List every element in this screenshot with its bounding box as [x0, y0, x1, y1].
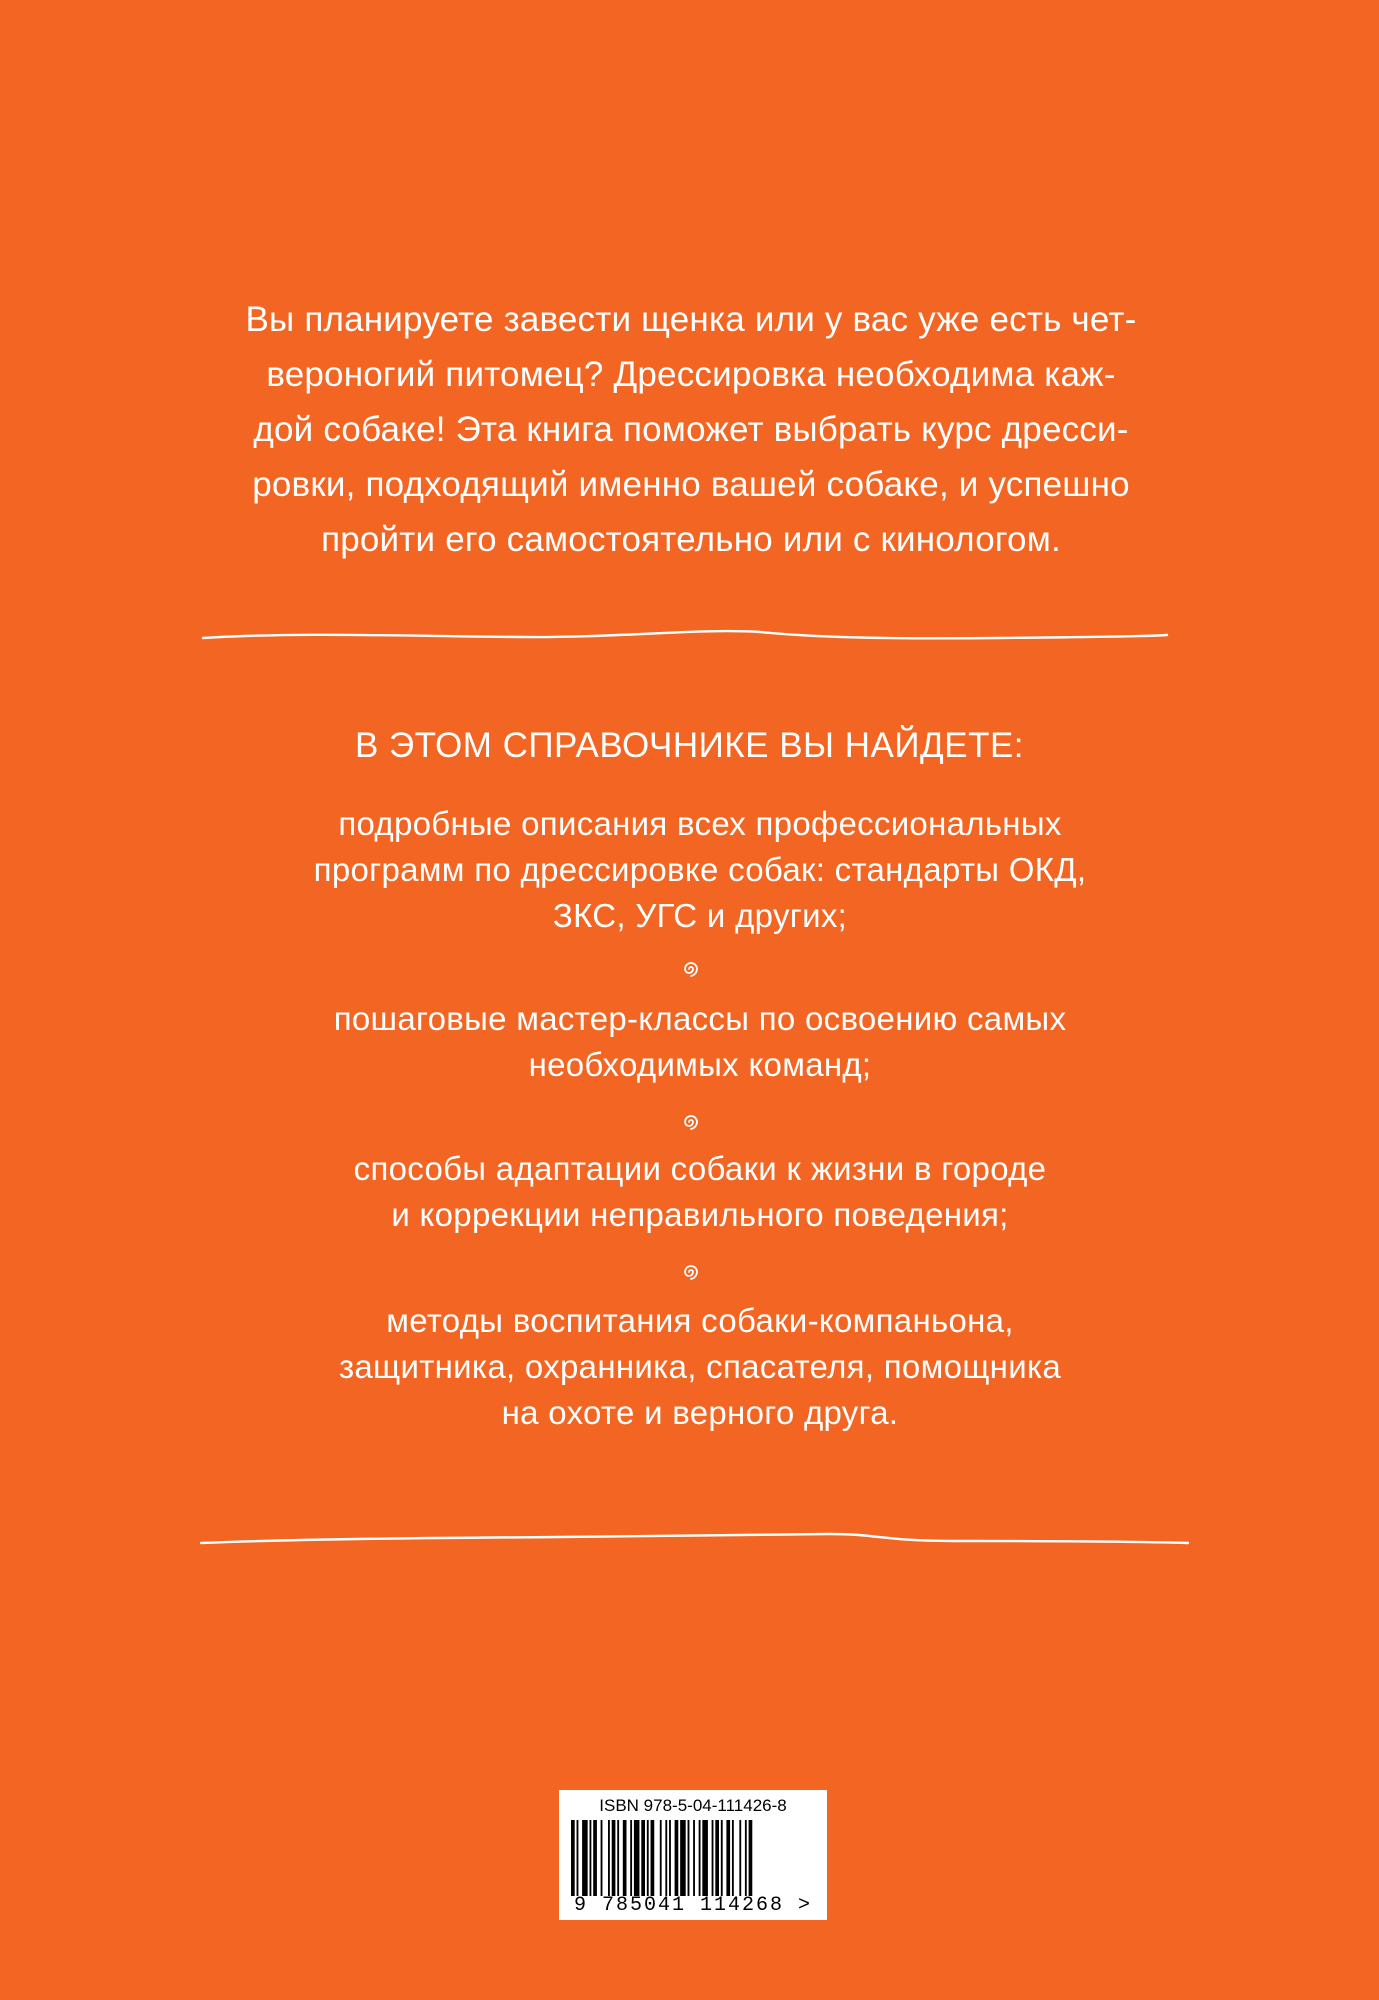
list-item-line: способы адаптации собаки к жизни в городе — [353, 1150, 1047, 1187]
barcode-bar — [651, 1820, 655, 1896]
list-item-line: на охоте и верного друга. — [501, 1394, 899, 1431]
list-item — [200, 996, 1200, 1088]
barcode-bar — [726, 1820, 730, 1896]
list-item — [200, 801, 1200, 939]
barcode-bar — [669, 1820, 671, 1896]
intro-line: пройти его самостоятельно или с кинологом. — [321, 520, 1061, 559]
intro-line: ровки, подходящий именно вашей собаке, и успешно — [252, 465, 1130, 504]
barcode-bar — [665, 1820, 667, 1896]
barcode-bar — [715, 1820, 719, 1896]
barcode-bar — [617, 1820, 619, 1896]
barcode-bar — [601, 1820, 603, 1896]
list-item — [200, 1146, 1200, 1238]
barcode-bar — [675, 1820, 679, 1896]
list-item-line: пошаговые мастер-классы по освоению самых — [333, 1000, 1067, 1037]
barcode-bar — [608, 1820, 610, 1896]
barcode-bar — [693, 1820, 695, 1896]
intro-line: дой собаке! Эта книга поможет выбрать курс дресси- — [253, 410, 1129, 449]
isbn-barcode — [559, 1790, 827, 1920]
intro-paragraph — [195, 292, 1187, 567]
list-item-line: подробные описания всех профессиональных — [338, 805, 1062, 842]
swirl-icon — [680, 958, 702, 980]
barcode-bar — [612, 1820, 616, 1896]
list-item-line: и коррекции неправильного поведения; — [391, 1196, 1009, 1233]
list-item-line: программ по дрессировке собак: стандарты ОКД, — [313, 851, 1087, 888]
barcode-bar — [749, 1820, 753, 1896]
intro-line: Вы планируете завести щенка или у вас уже есть чет- — [245, 300, 1137, 339]
barcode-bar — [732, 1820, 734, 1896]
barcode-bar — [721, 1820, 723, 1896]
barcode-bar — [641, 1820, 645, 1896]
barcode-bar — [577, 1820, 579, 1896]
barcode-bars — [569, 1820, 817, 1896]
barcode-bar — [739, 1820, 741, 1896]
barcode-bar — [571, 1820, 575, 1896]
barcode-bar — [590, 1820, 592, 1896]
hand-drawn-divider-top — [0, 620, 1379, 650]
barcode-bar — [745, 1820, 747, 1896]
swirl-icon — [680, 1261, 702, 1283]
list-item-line: необходимых команд; — [528, 1046, 872, 1083]
barcode-bar — [680, 1820, 686, 1896]
list-item — [200, 1298, 1200, 1436]
barcode-bar — [702, 1820, 708, 1896]
intro-line: вероногий питомец? Дрессировка необходима каж- — [266, 355, 1116, 394]
barcode-bar — [630, 1820, 632, 1896]
list-item-line: ЗКС, УГС и других; — [552, 897, 848, 934]
section-heading: В ЭТОМ СПРАВОЧНИКЕ ВЫ НАЙДЕТЕ: — [354, 726, 1025, 765]
barcode-digits: 9 785041 114268 > — [573, 1894, 813, 1917]
barcode-bar — [634, 1820, 640, 1896]
list-item-line: методы воспитания собаки-компаньона, — [386, 1302, 1014, 1339]
hand-drawn-divider-bottom — [0, 1524, 1379, 1554]
barcode-bar — [660, 1820, 662, 1896]
barcode-bar — [582, 1820, 588, 1896]
barcode-bar — [688, 1820, 690, 1896]
list-item-line: защитника, охранника, спасателя, помощника — [338, 1348, 1062, 1385]
barcode-bar — [593, 1820, 597, 1896]
swirl-icon — [680, 1111, 702, 1133]
barcode-bar — [712, 1820, 714, 1896]
isbn-label: ISBN 978-5-04-111426-8 — [599, 1796, 787, 1815]
barcode-bar — [647, 1820, 649, 1896]
barcode-bar — [623, 1820, 627, 1896]
barcode-bar — [699, 1820, 701, 1896]
